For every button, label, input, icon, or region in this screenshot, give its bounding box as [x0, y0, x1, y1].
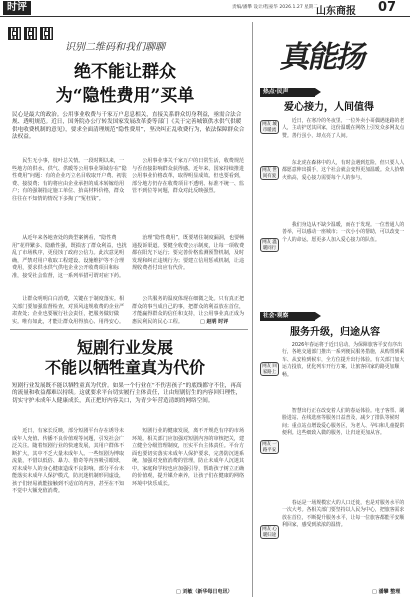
column-byline: □ 潘攀 整理	[372, 589, 401, 595]
column-title: 真能扬	[277, 40, 369, 75]
column-masthead	[260, 28, 408, 86]
comment-4: 2026年春运将于近日启动，为保障旅客平安有序出行，各地交通部门推出一系列便民服务措施，从购票到乘车、从安检到候车，全方位提升出行体验。有关部门加大运力投放，优化列车开行方案，让旅客回家的路更加顺畅。	[282, 342, 405, 378]
commenter-tag: 网友 回家路上	[260, 362, 279, 376]
section-bar: 社会·观察	[260, 312, 315, 321]
article2-title-line2: 不能以牺牲童真为代价	[44, 358, 205, 377]
article2-title-line1: 短剧行业发展	[76, 338, 173, 357]
slogan: 识别二维码和我们聊聊	[65, 42, 165, 53]
qr-code-icon[interactable]	[40, 27, 53, 40]
horizontal-divider	[10, 329, 248, 330]
article1-col2-para3: 公共服务的温度体现在细微之处。只有真正把群众的事当成自己的事，把群众的利益放在首位，才能赢得群众的信任和支持，让公用事业真正成为惠民利民的民心工程。	[132, 296, 245, 325]
page-header	[0, 0, 410, 17]
comment-1: 近日，在寒冷的冬夜里，一位外卖小哥偶遇迷路的老人，主动护送其回家，这份温暖在网络上引发众多网友点赞。善行虽小，却点亮了人间。	[282, 118, 405, 139]
subhead-2: 服务升级，归途从容	[290, 327, 380, 338]
comment-2: 东北虎在森林中的人，有时会遇到危险，但只要人人都愿意伸出援手，这个社会就会变得更加温暖。众人拾柴火焰高，爱心接力需要每个人的参与。	[282, 160, 405, 181]
newspaper-name: 山东商报	[316, 6, 356, 17]
article1-col1-para3: 让群众明明白白消费，关键在于制度落实。相关部门要加强监督检查，对顶风违规收费的企业严肃查处；企业也要履行社会责任，把服务做好做实。唯有如此，才能让群众用得放心、用得安心。	[12, 296, 125, 325]
article2-lead: 短剧行业发展既不能以牺牲童真为代价。如果一个行业在“不伤害孩子”的底线都守不住，再高的流量和收益都难以持续。这就要求平台切实履行主体责任，让由短剧衍生的内容回归理性，切实守护未成年人健康成长，真正把好内容关口，为青少年营造清朗的网络空间。	[12, 383, 242, 404]
article1-col2-para1: 公用事业事关千家万户的日常生活，收费规范与否直接影响群众获得感。近年来，国家持续推进公用事业价格改革，取得明显成效。但也要看到，部分地方仍存在收费项目不透明、标准不统一、监管不到位等问题，群众对此反映强烈。	[132, 158, 245, 194]
article1-col1-para1: 民生无小事，枝叶总关情。一段时期以来，一些地方的供水、供气、供暖等公用事业领域存在“隐性费用”问题：有的企业巧立名目收取开户费、初装费、接驳费；有的将应由企业承担的成本转嫁给用户；有的强制指定施工单位、抬高材料价格，群众往往在不知情的情况下多掏了“冤枉钱”。	[12, 158, 127, 202]
commenter-tag: 网友 心暖归途	[260, 525, 279, 539]
qr-code-icon[interactable]	[8, 27, 21, 40]
commenter-tag: 网友 一路平安	[260, 440, 279, 454]
editor-meta: 责编/潘攀 设计/程豪华 2026.1.27 星期二	[232, 5, 318, 10]
article1-col2-para2: 治理“隐性费用”，既要堵住制度漏洞，也要畅通投诉渠道。要健全收费公示制度，让每一项收费都在阳光下运行；要完善价格监测预警机制，及时发现和纠正违规行为；要建立信用惩戒机制，让违规收费者付出应有代价。	[132, 235, 245, 271]
section-label: 时评	[3, 1, 31, 15]
comment-5: 智慧出行正在改变着人们的春运体验。电子客票、刷脸进站、在线选座等服务日益普及，减少了排队等候时间；重点站点增设爱心服务区，为老人、孕妇和儿童提供便利。这些细致入微的服务，让归途更加从容。	[282, 408, 405, 437]
article1-lead: 民心是最大的政治。公用事业收费与千家万户息息相关，直接关系群众切身利益，亟需合法合规、透明规范。近日，国务院办公厅转发国家发展改革委等部门《关于完善城镇供水供气供暖供电收费机制的意见》，要求全面清理规范“隐性费用”，坚决纠正乱收费行为，依法保障群众合法权益。	[12, 112, 245, 140]
comment-3: 我们身边从不缺少温暖，而在于发现。一位普通人的善举，可以感动一座城市；一次小小的帮助，可以改变一个人的命运。愿更多人加入爱心接力的队伍。	[282, 222, 405, 243]
article2-byline: □ 刘敏（新华每日电讯）	[176, 589, 233, 595]
column-divider	[252, 22, 253, 597]
commenter-tag: 网友 温暖同行	[260, 238, 279, 252]
section-bar: 热点·民声	[260, 88, 315, 97]
subhead-1: 爱心接力，人间值得	[284, 102, 374, 113]
article1-title-line1: 绝不能让群众	[74, 62, 176, 82]
commenter-tag: 网友 城市暖流	[260, 120, 279, 134]
article1-col1-para2: 从近年来各地查处的典型案例看，“隐性费用”花样繁多、隐蔽性强，既损害了群众利益，也扰乱了市场秩序，更侵蚀了政府公信力。此次意见明确，严禁对用户收取工程建设、设施维护等不合理费用，要求供水供气供电企业公开收费项目和标准，接受社会监督，这一系列举措可谓对症下药。	[12, 235, 127, 279]
article2-col2: 短剧行业的健康发展，离不开规范有序的市场环境。相关部门应加强对短剧内容的审核把关，建立健全分级管理制度，压实平台主体责任。平台方面也要切实落实未成年人保护要求，完善防沉迷系统，加强对充值消费的管理，防止未成年人沉迷其中。家庭和学校也应加强引导，帮助孩子树立正确的价值观，提升媒介素养，让孩子们在健康的网络环境中快乐成长。	[132, 428, 245, 487]
article1-title-line2: 为“隐性费用”买单	[55, 86, 195, 106]
comment-6: 春运是一场规模宏大的人口迁徙，也是对服务水平的一次大考。各相关部门要坚持以人民为中心，把旅客需求放在首位，不断提升服务水平，让每一位旅客都能平安顺利回家，感受到浓浓的温情。	[282, 500, 405, 529]
page-number: 07	[378, 0, 397, 15]
qr-code-icon[interactable]	[24, 27, 37, 40]
article1-byline: □ 赵明 时评	[200, 319, 229, 325]
article2-col1: 近日，有家长反映，部分短剧平台存在诱导未成年人充值、传播不良价值观等问题，引发社会广泛关注。随着短剧行业的快速发展，其用户群体不断扩大，其中不乏大量未成年人。一些短剧为博取流量，不惜以低俗、暴力、猎奇等内容吸引眼球，对未成年人的身心健康造成不良影响。部分平台未能落实未成年人保护模式，防沉迷机制形同虚设，孩子们轻易就能接触到不适宜的内容，甚至在不知不觉中大额充值消费。	[12, 428, 125, 494]
commenter-tag: 网友 世间有爱	[260, 166, 279, 180]
